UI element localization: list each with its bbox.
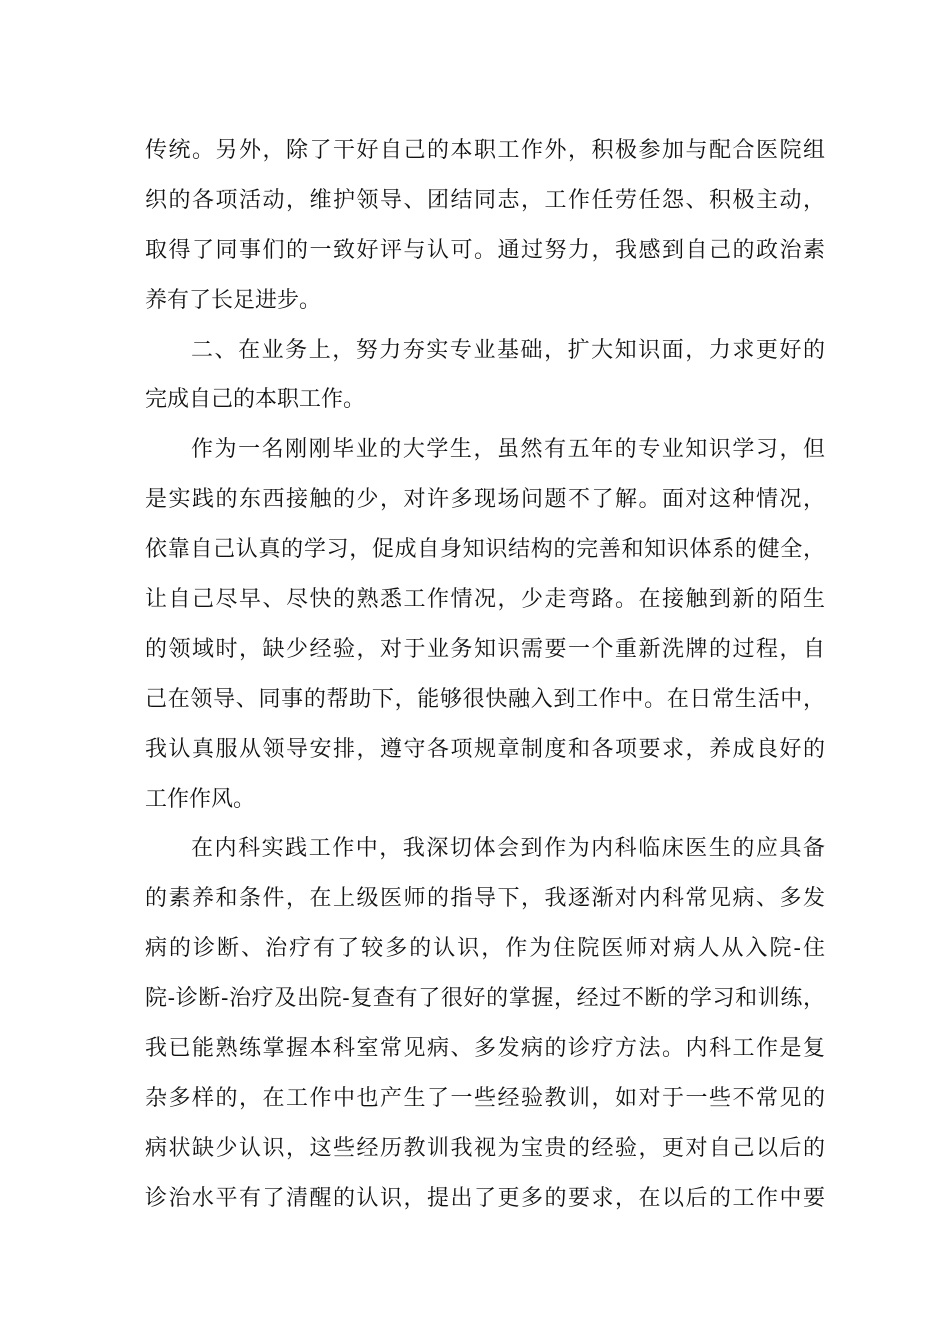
text-line: 我已能熟练掌握本科室常见病、多发病的诊疗方法。内科工作是复 xyxy=(145,1036,825,1062)
text-line: 病的诊断、治疗有了较多的认识，作为住院医师对病人从入院-住 xyxy=(145,936,825,962)
text-line: 依靠自己认真的学习，促成自身知识结构的完善和知识体系的健全， xyxy=(145,537,825,563)
text-line: 二、在业务上，努力夯实专业基础，扩大知识面，力求更好的 xyxy=(191,337,825,363)
text-line: 我认真服从领导安排，遵守各项规章制度和各项要求，养成良好的 xyxy=(145,736,825,762)
text-line: 让自己尽早、尽快的熟悉工作情况，少走弯路。在接触到新的陌生 xyxy=(145,587,825,613)
body-text xyxy=(145,126,825,1224)
text-line: 的领域时，缺少经验，对于业务知识需要一个重新洗牌的过程，自 xyxy=(145,636,825,662)
text-line: 在内科实践工作中，我深切体会到作为内科临床医生的应具备 xyxy=(191,836,825,862)
text-line: 的素养和条件，在上级医师的指导下，我逐渐对内科常见病、多发 xyxy=(145,886,825,912)
text-line: 诊治水平有了清醒的认识，提出了更多的要求，在以后的工作中要 xyxy=(145,1185,825,1211)
text-line: 院-诊断-治疗及出院-复查有了很好的掌握，经过不断的学习和训练， xyxy=(145,986,825,1012)
text-line: 取得了同事们的一致好评与认可。通过努力，我感到自己的政治素 xyxy=(145,237,825,263)
text-line: 作为一名刚刚毕业的大学生，虽然有五年的专业知识学习，但 xyxy=(191,437,825,463)
text-line: 是实践的东西接触的少，对许多现场问题不了解。面对这种情况， xyxy=(145,487,825,513)
text-line: 织的各项活动，维护领导、团结同志，工作任劳任怨、积极主动， xyxy=(145,187,825,213)
text-line: 病状缺少认识，这些经历教训我视为宝贵的经验，更对自己以后的 xyxy=(145,1135,825,1161)
text-line: 杂多样的，在工作中也产生了一些经验教训，如对于一些不常见的 xyxy=(145,1085,825,1111)
text-line: 养有了长足进步。 xyxy=(145,287,322,313)
text-line: 完成自己的本职工作。 xyxy=(145,387,366,413)
text-line: 工作作风。 xyxy=(145,786,256,812)
text-line: 己在领导、同事的帮助下，能够很快融入到工作中。在日常生活中， xyxy=(145,686,825,712)
text-line: 传统。另外，除了干好自己的本职工作外，积极参加与配合医院组 xyxy=(145,138,825,163)
